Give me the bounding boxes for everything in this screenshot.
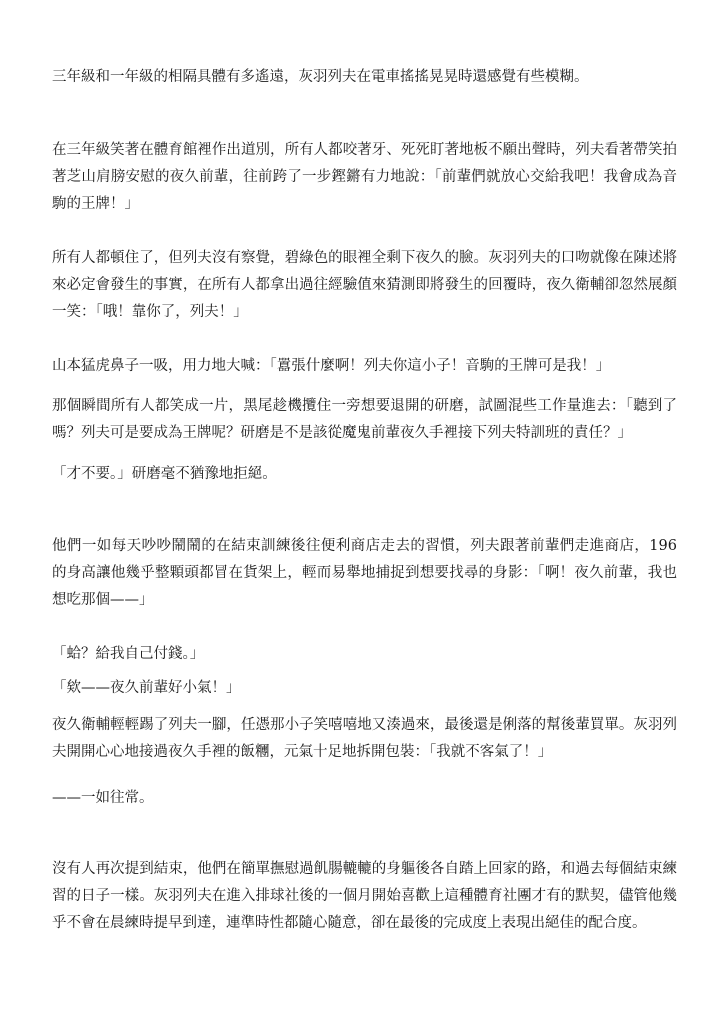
paragraph: 他們一如每天吵吵鬧鬧的在結束訓練後往便利商店走去的習慣，列夫跟著前輩們走進商店，196 的身高讓他幾乎整顆頭都冒在貨架上，輕而易舉地捕捉到想要找尋的身影：「啊！夜久前輩，我也想吃那個——」 <box>52 538 677 608</box>
paragraph: 那個瞬間所有人都笑成一片，黑尾趁機攬住一旁想要退開的研磨，試圖混些工作量進去：「聽到了嗎？列夫可是要成為王牌呢？研磨是不是該從魔鬼前輩夜久手裡接下列夫特訓班的責任？」 <box>52 398 677 441</box>
paragraph: ——一如往常。 <box>52 790 154 806</box>
paragraph: 沒有人再次提到結束，他們在簡單撫慰過飢腸轆轆的身軀後各自踏上回家的路，和過去每個結束練習的日子一樣。灰羽列夫在進入排球社後的一個月開始喜歡上這種體育社團才有的默契，儘管他幾乎不會在晨練時提早到達，連準時性都隨心隨意，卻在最後的完成度上表現出絕佳的配合度。 <box>52 861 677 931</box>
paragraph: 「蛤？給我自己付錢。」 <box>52 646 205 662</box>
paragraph: 三年級和一年級的相隔具體有多遙遠，灰羽列夫在電車搖搖晃晃時還感覺有些模糊。 <box>52 69 589 85</box>
paragraph: 所有人都頓住了，但列夫沒有察覺，碧綠色的眼裡全剩下夜久的臉。灰羽列夫的口吻就像在陳述將來必定會發生的事實，在所有人都拿出過往經驗值來猜測即將發生的回覆時，夜久衛輔卻忽然展顏一笑：「哦！靠你了，列夫！」 <box>52 250 677 320</box>
paragraph: 山本猛虎鼻子一吸，用力地大喊：「囂張什麼啊！列夫你這小子！音駒的王牌可是我！」 <box>52 358 611 374</box>
paragraph: 在三年級笑著在體育館裡作出道別，所有人都咬著牙、死死盯著地板不願出聲時，列夫看著帶笑拍著芝山肩膀安慰的夜久前輩，往前跨了一步鏗鏘有力地說：「前輩們就放心交給我吧！我會成為音駒的王牌！」 <box>52 142 677 212</box>
paragraph: 夜久衛輔輕輕踢了列夫一腳，任憑那小子笑嘻嘻地又湊過來，最後還是俐落的幫後輩買單。灰羽列夫開開心心地接過夜久手裡的飯糰，元氣十足地拆開包裝：「我就不客氣了！」 <box>52 717 677 760</box>
paragraph: 「才不要。」研磨毫不猶豫地拒絕。 <box>52 466 277 482</box>
paragraph: 「欸——夜久前輩好小氣！」 <box>52 680 241 696</box>
